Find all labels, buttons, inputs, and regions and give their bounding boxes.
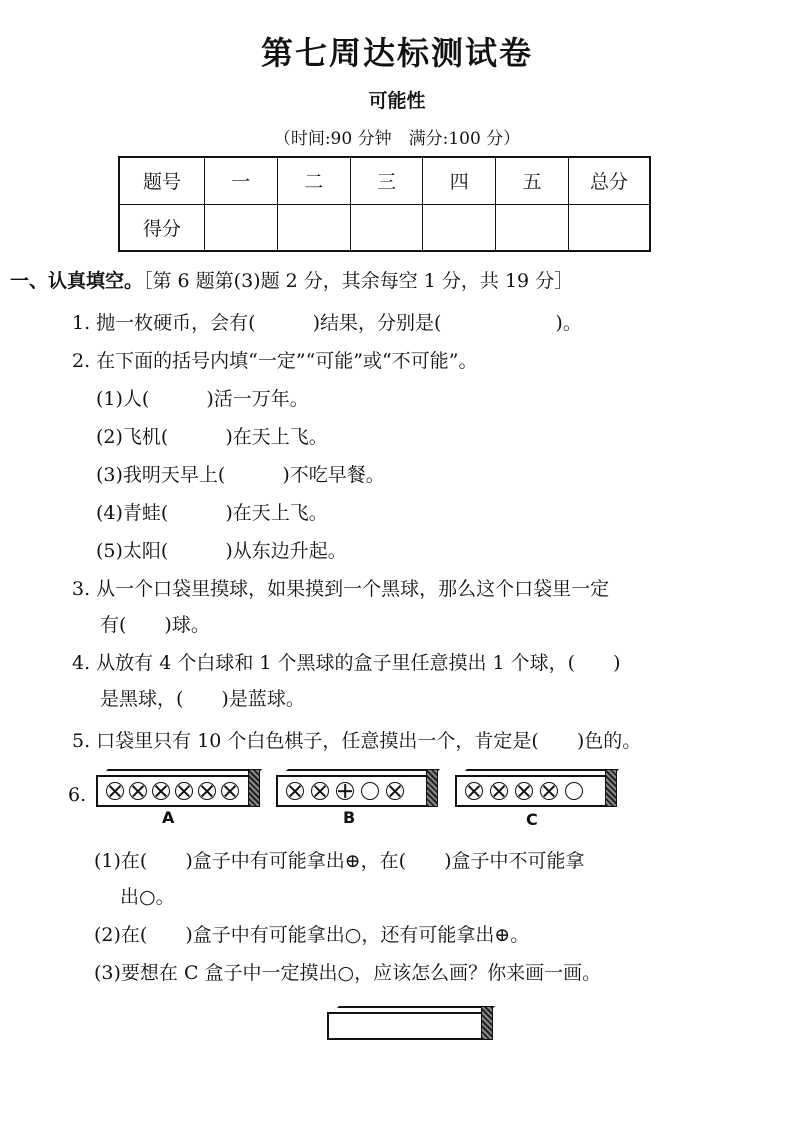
crossed-ball-icon bbox=[311, 782, 329, 800]
question-2-item: (2)飞机( )在天上飞。 bbox=[96, 426, 328, 448]
crossed-ball-icon bbox=[198, 782, 216, 800]
question-1: 1. 抛一枚硬币，会有( )结果，分别是( )。 bbox=[72, 312, 582, 334]
score-cell[interactable] bbox=[350, 204, 423, 251]
score-header-cell: 三 bbox=[350, 157, 423, 204]
crossed-ball-icon bbox=[286, 782, 304, 800]
box-b-label: B bbox=[343, 808, 356, 827]
box-c-label: C bbox=[526, 810, 538, 829]
question-6-1-line2: 出○。 bbox=[120, 886, 175, 908]
question-6-number: 6. bbox=[68, 784, 87, 806]
box-top-edge bbox=[459, 769, 619, 777]
plus-ball-icon bbox=[336, 782, 354, 800]
crossed-ball-icon bbox=[490, 782, 508, 800]
box-top-edge bbox=[280, 769, 440, 777]
score-cell[interactable] bbox=[496, 204, 569, 251]
question-2-item: (1)人( )活一万年。 bbox=[96, 388, 309, 410]
crossed-ball-icon bbox=[386, 782, 404, 800]
time-info: （时间:90 分钟 满分:100 分） bbox=[273, 129, 521, 149]
question-2-item: (3)我明天早上( )不吃早餐。 bbox=[96, 464, 385, 486]
section-title: 一、认真填空。 bbox=[10, 270, 144, 292]
question-2-item: (4)青蛙( )在天上飞。 bbox=[96, 502, 328, 524]
box-a bbox=[96, 775, 250, 807]
crossed-ball-icon bbox=[106, 782, 124, 800]
page-title: 第七周达标测试卷 bbox=[260, 34, 533, 72]
question-3-line2: 有( )球。 bbox=[100, 614, 210, 636]
box-c bbox=[455, 775, 607, 807]
question-3-line1: 3. 从一个口袋里摸球，如果摸到一个黑球，那么这个口袋里一定 bbox=[72, 578, 610, 600]
score-cell[interactable] bbox=[277, 204, 350, 251]
crossed-ball-icon bbox=[175, 782, 193, 800]
question-2: 2. 在下面的括号内填“一定”“可能”或“不可能”。 bbox=[72, 350, 478, 372]
score-cell[interactable] bbox=[205, 204, 278, 251]
box-top-edge bbox=[331, 1006, 495, 1014]
drawing-box[interactable] bbox=[327, 1012, 483, 1040]
section-heading bbox=[10, 266, 573, 293]
question-6-3: (3)要想在 C 盒子中一定摸出○，应该怎么画？你来画一画。 bbox=[94, 962, 602, 984]
box-a-label: A bbox=[162, 808, 175, 827]
score-header-cell: 总分 bbox=[569, 157, 651, 204]
score-header-cell: 题号 bbox=[119, 157, 205, 204]
question-6-2: (2)在( )盒子中有可能拿出○，还有可能拿出⊕。 bbox=[94, 924, 530, 946]
box-side-shade bbox=[248, 769, 260, 807]
score-header-cell: 四 bbox=[423, 157, 496, 204]
score-header-cell: 二 bbox=[277, 157, 350, 204]
box-top-edge bbox=[100, 769, 262, 777]
question-4-line2: 是黑球，( )是蓝球。 bbox=[100, 688, 305, 710]
crossed-ball-icon bbox=[465, 782, 483, 800]
crossed-ball-icon bbox=[152, 782, 170, 800]
score-table bbox=[118, 156, 651, 252]
crossed-ball-icon bbox=[221, 782, 239, 800]
score-row-label: 得分 bbox=[119, 204, 205, 251]
question-6-1-line1: (1)在( )盒子中有可能拿出⊕，在( )盒子中不可能拿 bbox=[94, 850, 585, 872]
question-2-item: (5)太阳( )从东边升起。 bbox=[96, 540, 347, 562]
crossed-ball-icon bbox=[540, 782, 558, 800]
box-side-shade bbox=[481, 1006, 493, 1040]
score-header-cell: 五 bbox=[496, 157, 569, 204]
box-side-shade bbox=[605, 769, 617, 807]
section-note: ［第 6 题第(3)题 2 分，其余每空 1 分，共 19 分］ bbox=[143, 270, 574, 292]
score-cell[interactable] bbox=[569, 204, 651, 251]
white-ball-icon bbox=[361, 782, 379, 800]
box-b bbox=[276, 775, 428, 807]
score-header-cell: 一 bbox=[205, 157, 278, 204]
question-4-line1: 4. 从放有 4 个白球和 1 个黑球的盒子里任意摸出 1 个球，( ) bbox=[72, 652, 621, 674]
white-ball-icon bbox=[565, 782, 583, 800]
page-subtitle: 可能性 bbox=[368, 90, 426, 112]
crossed-ball-icon bbox=[129, 782, 147, 800]
box-side-shade bbox=[426, 769, 438, 807]
crossed-ball-icon bbox=[515, 782, 533, 800]
question-5: 5. 口袋里只有 10 个白色棋子，任意摸出一个，肯定是( )色的。 bbox=[72, 730, 642, 752]
score-cell[interactable] bbox=[423, 204, 496, 251]
